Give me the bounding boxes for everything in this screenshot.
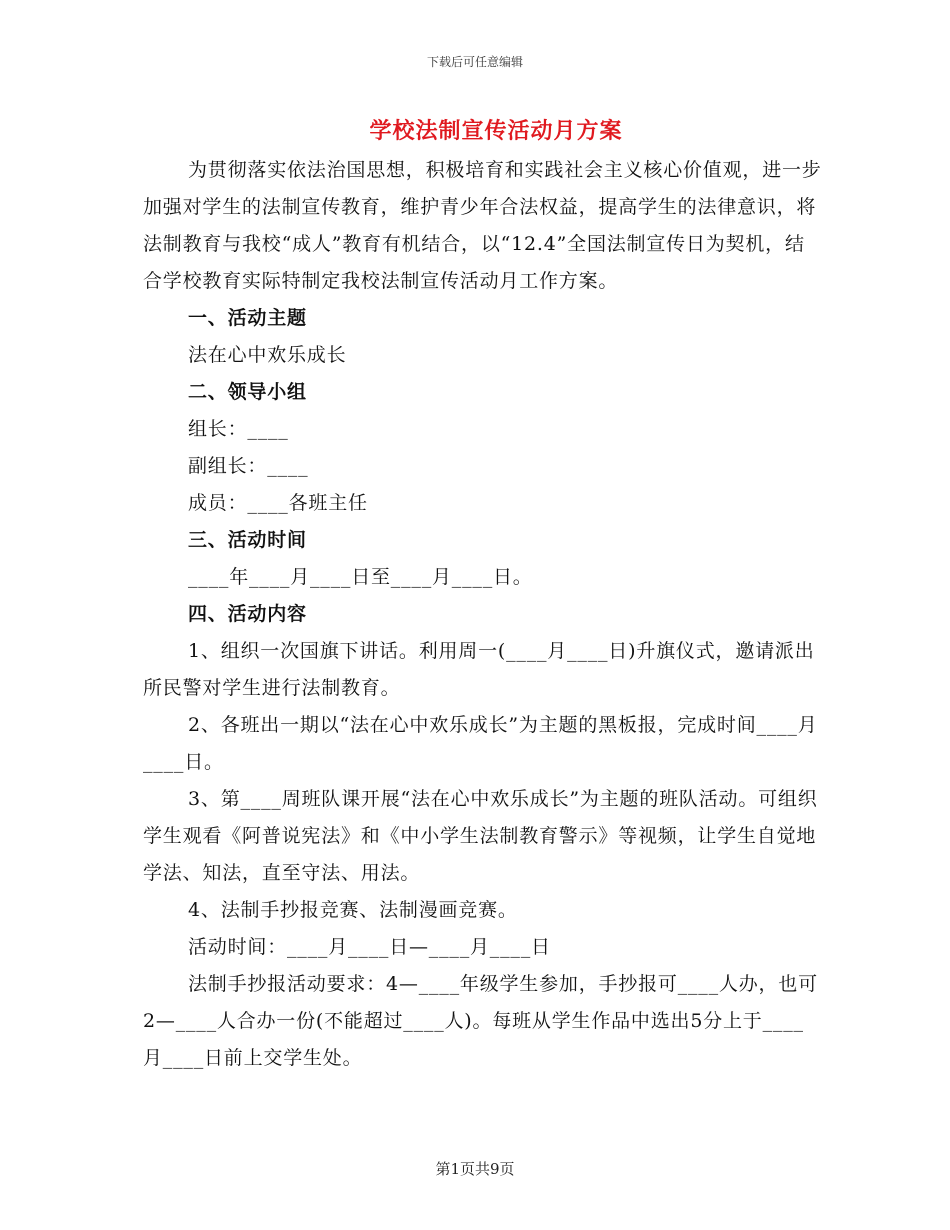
- content-item-4: 4、法制手抄报竞赛、法制漫画竞赛。: [188, 899, 518, 921]
- page-indicator: 第1页共9页: [435, 1160, 515, 1178]
- leader-line: 组长：____: [188, 418, 289, 440]
- content-item-2: 2、各班出一期以“法在心中欢乐成长”为主题的黑板报，完成时间____月____日。: [143, 714, 818, 773]
- section-heading-theme: 一、活动主题: [188, 307, 307, 329]
- intro-paragraph: 为贯彻落实依法治国思想，积极培育和实践社会主义核心价值观，进一步加强对学生的法制宣传教育，维护青少年合法权益，提高学生的法律意识，将法制教育与我校“成人”教育有机结合，以“12.4”全国法制宣传日为契机，结合学校教育实际特制定我校法制宣传活动月工作方案。: [143, 159, 822, 292]
- activity-time-line: 活动时间：____月____日—____月____日: [188, 936, 551, 958]
- document-body: [143, 152, 823, 1077]
- section-heading-leadership: 二、领导小组: [188, 381, 307, 403]
- time-range-line: ____年____月____日至____月____日。: [188, 566, 533, 588]
- requirements-paragraph: 法制手抄报活动要求：4—____年级学生参加，手抄报可____人办，也可2—____人合办一份(不能超过____人)。每班从学生作品中选出5分上于____月____日前上交学生处。: [143, 973, 818, 1069]
- section-heading-content: 四、活动内容: [188, 603, 307, 625]
- theme-text: 法在心中欢乐成长: [188, 344, 347, 366]
- document-title: 学校法制宣传活动月方案: [369, 118, 623, 144]
- content-item-3: 3、第____周班队课开展“法在心中欢乐成长”为主题的班队活动。可组织学生观看《阿普说宪法》和《中小学生法制教育警示》等视频，让学生自觉地学法、知法，直至守法、用法。: [143, 788, 818, 884]
- section-heading-time: 三、活动时间: [188, 529, 307, 551]
- deputy-leader-line: 副组长：____: [188, 455, 309, 477]
- content-item-1: 1、组织一次国旗下讲话。利用周一(____月____日)升旗仪式，邀请派出所民警对学生进行法制教育。: [143, 640, 815, 699]
- members-line: 成员：____各班主任: [188, 492, 368, 514]
- header-note: 下载后可任意编辑: [426, 55, 523, 69]
